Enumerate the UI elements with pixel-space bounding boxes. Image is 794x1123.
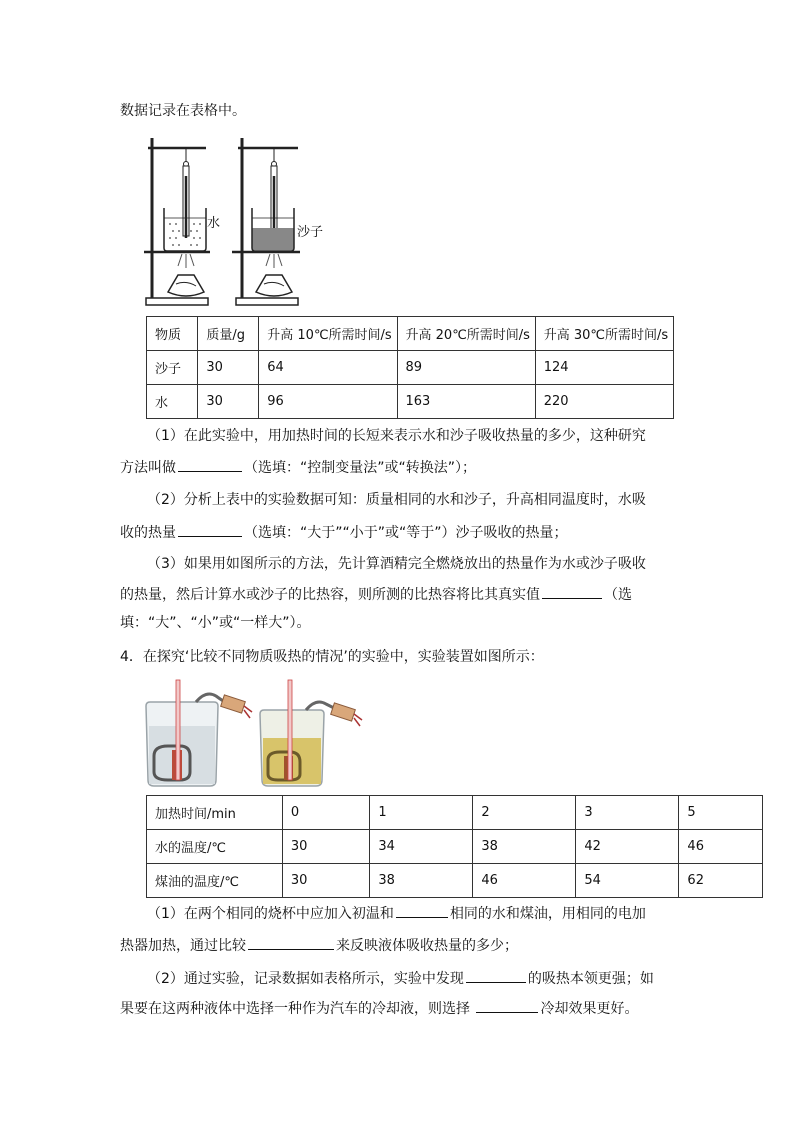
table-cell: 煤油的温度/℃ xyxy=(147,864,283,898)
q4-part2-line1 xyxy=(147,968,654,989)
heating-data-table xyxy=(146,795,763,898)
q4-part1-text-b: 相同的水和煤油，用相同的电加 xyxy=(449,906,646,922)
table-cell: 34 xyxy=(370,830,473,864)
q3-part1-text: 方法叫做 xyxy=(120,460,176,476)
table-cell: 42 xyxy=(576,830,679,864)
table-row xyxy=(147,830,763,864)
q3-part3-line1: （3）如果用如图所示的方法，先计算酒精完全燃烧放出的热量作为水或沙子吸收 xyxy=(147,556,646,572)
table-row xyxy=(147,864,763,898)
table-header: 质量/g xyxy=(198,317,259,351)
table-cell: 水 xyxy=(147,385,198,419)
specific-heat-table xyxy=(146,316,674,419)
table-header: 升高 30℃所需时间/s xyxy=(535,317,673,351)
table-cell: 46 xyxy=(679,830,763,864)
q3-part3-line2 xyxy=(120,584,632,605)
table-cell: 54 xyxy=(576,864,679,898)
answer-blank[interactable] xyxy=(542,584,602,599)
water-label: 水 xyxy=(207,216,221,231)
table-cell: 3 xyxy=(576,796,679,830)
table-cell: 5 xyxy=(679,796,763,830)
table-cell: 220 xyxy=(535,385,673,419)
q4-part1-line2 xyxy=(120,935,518,956)
table-header: 升高 10℃所需时间/s xyxy=(259,317,397,351)
table-cell: 水的温度/℃ xyxy=(147,830,283,864)
q3-part3-text: 的热量，然后计算水或沙子的比热容，则所测的比热容将比其真实值 xyxy=(120,587,540,603)
table-cell: 2 xyxy=(473,796,576,830)
q4-title: 4．在探究‘比较不同物质吸热的情况’的实验中，实验装置如图所示： xyxy=(120,649,544,665)
q4-part1-text-c: 热器加热，通过比较 xyxy=(120,938,246,954)
table-row xyxy=(147,385,674,419)
answer-blank[interactable] xyxy=(178,522,242,537)
table-cell: 64 xyxy=(259,351,397,385)
table-header-row xyxy=(147,317,674,351)
table-cell: 30 xyxy=(198,385,259,419)
table-cell: 0 xyxy=(282,796,369,830)
table-cell: 38 xyxy=(473,830,576,864)
answer-blank[interactable] xyxy=(466,968,526,983)
table-cell: 163 xyxy=(397,385,535,419)
q4-part2-text-d: 冷却效果更好。 xyxy=(540,1001,639,1017)
table-row xyxy=(147,796,763,830)
q4-part1-text-a: （1）在两个相同的烧杯中应加入初温和 xyxy=(147,906,394,922)
heating-apparatus-figure xyxy=(140,132,340,308)
q4-part2-text-c: 果要在这两种液体中选择一种作为汽车的冷却液，则选择 xyxy=(120,1001,475,1017)
q3-part3-line3: 填：“大”、“小”或“一样大”）。 xyxy=(120,615,311,631)
table-cell: 124 xyxy=(535,351,673,385)
table-cell: 46 xyxy=(473,864,576,898)
table-header: 升高 20℃所需时间/s xyxy=(397,317,535,351)
q3-part2-hint: （选填：“大于”“小于”或“等于”）沙子吸收的热量； xyxy=(244,525,568,541)
q3-part2-line1: （2）分析上表中的实验数据可知：质量相同的水和沙子，升高相同温度时，水吸 xyxy=(147,492,646,508)
table-cell: 30 xyxy=(198,351,259,385)
table-cell: 30 xyxy=(282,864,369,898)
q3-part2-line2 xyxy=(120,522,568,543)
q3-part1-line2 xyxy=(120,457,476,478)
table-header: 物质 xyxy=(147,317,198,351)
table-cell: 38 xyxy=(370,864,473,898)
table-cell: 1 xyxy=(370,796,473,830)
q3-part1-line1: （1）在此实验中，用加热时间的长短来表示水和沙子吸收热量的多少，这种研究 xyxy=(147,428,646,444)
sand-label: 沙子 xyxy=(297,225,324,240)
table-row xyxy=(147,351,674,385)
table-cell: 62 xyxy=(679,864,763,898)
q3-part3-hint: （选 xyxy=(604,587,632,603)
q3-part2-text: 收的热量 xyxy=(120,525,176,541)
table-cell: 加热时间/min xyxy=(147,796,283,830)
q4-part1-text-d: 来反映液体吸收热量的多少； xyxy=(336,938,518,954)
table-cell: 96 xyxy=(259,385,397,419)
q4-part2-text-b: 的吸热本领更强；如 xyxy=(527,971,654,987)
q4-part2-line2 xyxy=(120,998,638,1019)
answer-blank[interactable] xyxy=(396,903,448,918)
table-cell: 30 xyxy=(282,830,369,864)
beaker-heater-figure xyxy=(140,676,380,790)
q3-part1-hint: （选填：“控制变量法”或“转换法”）； xyxy=(244,460,477,476)
q4-part2-text-a: （2）通过实验，记录数据如表格所示，实验中发现 xyxy=(147,971,464,987)
intro-text: 数据记录在表格中。 xyxy=(120,103,246,119)
answer-blank[interactable] xyxy=(178,457,242,472)
answer-blank[interactable] xyxy=(476,998,538,1013)
table-cell: 沙子 xyxy=(147,351,198,385)
answer-blank[interactable] xyxy=(248,935,334,950)
q4-part1-line1 xyxy=(147,903,646,924)
table-cell: 89 xyxy=(397,351,535,385)
